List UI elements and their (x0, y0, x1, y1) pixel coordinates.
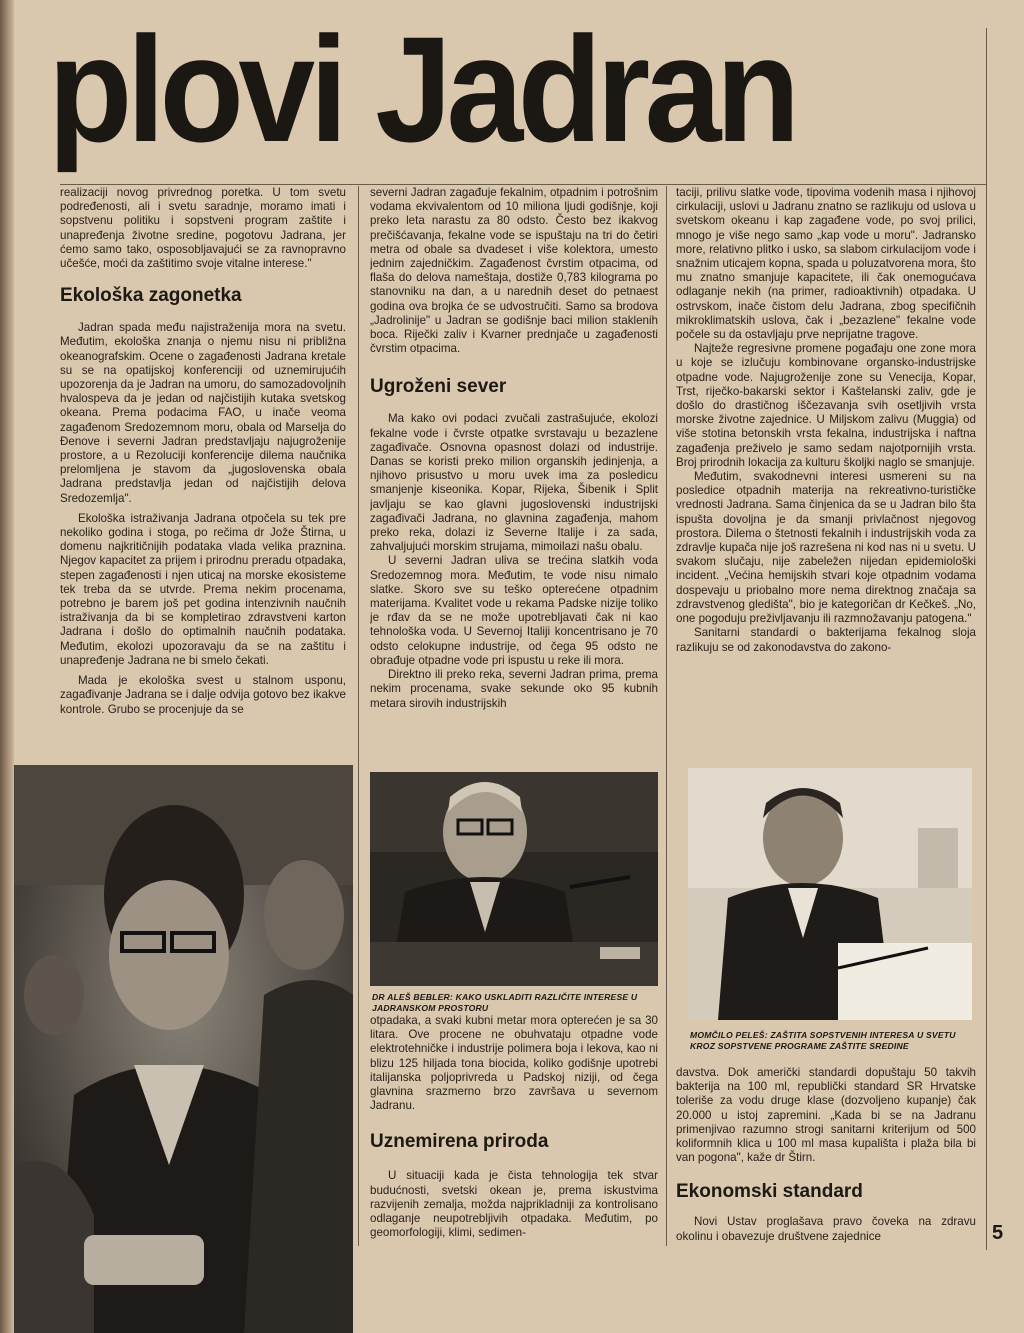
photo-image (370, 772, 658, 986)
photo-image (14, 765, 353, 1333)
column-rule (666, 186, 667, 1246)
paragraph: realizaciji novog privrednog poretka. U tom svetu podređenosti, ali i svetu saradnje, moramo imati i sopstvenu politiku i sopstveni program zaštite i unapređenja životne sredine, pogotovu Jadrana, jer ćemo samo tako, osposobljavajući se za ravnopravno učešće, moći da zaštitimo svoje vitalne interese." (60, 186, 346, 271)
section-heading: Ugroženi sever (370, 376, 507, 398)
column-1 (60, 186, 346, 752)
column-3-lower (676, 1066, 976, 1246)
paragraph: taciji, prilivu slatke vode, tipovima vodenih masa i njihovoj cirkulaciji, uslovi u Jadranu znatno se razlikuju od uslova u svetskom okeanu i kap zagađene vode, po svoj prilici, mnogo je više nego samo „kap vode u moru". Jadransko more, relativno plitko i usko, sa slabom cirkulacijom vode i snažnim uticajem kopna, spada u poluzatvorena mora, što mu znatno smanjuje kapacitete, ili čak onemogućava odlaganje nekih (na primer, radioaktivnih) otpadaka. U ostrvskom, inače čistom delu Jadrana, zbog specifičnih mikroklimatskih uslova, čak i „bezazlene" fekalne vode počele su da ostavljaju prve neprijatne tragove. (676, 186, 976, 342)
photo-momcilo peles (688, 768, 972, 1020)
section-heading: Ekonomski standard (676, 1181, 863, 1203)
photo-ales-bebler (370, 772, 658, 986)
column-2-lower (370, 1014, 658, 1246)
photo-image (688, 768, 972, 1020)
page-binding (0, 0, 14, 1333)
section-heading: Uznemirena priroda (370, 1131, 549, 1153)
paragraph: otpadaka, a svaki kubni metar mora opterećen je sa 30 litara. Ove procene ne obuhvataju otpadne vode elektrotehničke i industrije polimera boja i lekova, kao ni blizu 125 hiljada tona biocida, koliko godišnje upotrebi italijanska poljoprivreda u Padskoj niziji, od čega glavnina srazmerno brzo završava u severnom Jadranu. (370, 1014, 658, 1113)
paragraph: Ma kako ovi podaci zvučali zastrašujuće, ekolozi fekalne vode i čvrste otpatke svrstavaju u bezazlene zagađivače. Osnovna opasnost dolazi od industrije. Danas se koristi preko milion organskih jedinjenja, a njihovo prisustvo u moru uvek ima za posledicu smanjenje kiseonika. Kopar, Rijeka, Šibenik i Split javljaju se kao glavni jugoslovenski industrijski zagađivači Jadrana, no glavnina zagađenja, mahom preko reka, dolazi iz Severne Italije i za sada, zahvaljujući morskim strujama, mimoilazi našu obalu. (370, 412, 658, 554)
paragraph: davstva. Dok američki standardi dopuštaju 50 takvih bakterija na 100 ml, republički standard SR Hrvatske toleriše za vodu druge klase (dozvoljeno kupanje) čak 20.000 u istoj zapremini. „Kada bi se na Jadranu primenjivao razumno strogi sanitarni kriterijum od 500 koliformnih klica u 100 ml masa kupališta i plaža bila bi van pogona", kaže dr Štirn. (676, 1066, 976, 1165)
paragraph: Međutim, svakodnevni interesi usmereni su na posledice otpadnih materija na rekreativno-turističke vrednosti Jadrana. Sama činjenica da se u Jadran bilo šta ispušta dovoljna je da smanji privlačnost njegovog prostora. Dilema o štetnosti fekalnih i industrijskih voda za zdravlje kupača nije još razrešena ni kod nas ni u svetu. U svakom slučaju, nije zabeležen nijedan epidemiološki incident. „Većina hemijskih stvari koje otpadnim vodama dospevaju u priobalno more nema direktnog značaja sa zdravstvenog gledišta", bio je kategoričan dr Kečkeš. „No, one pogoduju preživljavanju ili razmnožavanju patogena." (676, 470, 976, 626)
paragraph: Direktno ili preko reka, severni Jadran prima, prema nekim procenama, svake sekunde oko 95 kubnih metara sirovih industrijskih (370, 668, 658, 710)
paragraph: Novi Ustav proglašava pravo čoveka na zdravu okolinu i obavezuje društvene zajednice (676, 1215, 976, 1243)
paragraph: U severni Jadran uliva se trećina slatkih voda Sredozemnog mora. Međutim, te vode nisu nimalo slatke. Skoro sve su teško opterećene otpadnim materijama. Kvalitet vode u rekama Padske nizije toliko je rđav da se ne može upotrebljavati čak ni kao tehnološka voda. U Severnoj Italiji koncentrisano je 70 odsto celokupne industrije, od čega 95 odsto ne obrađuje otpadne vode pri ispustu u reke ili mora. (370, 554, 658, 667)
paragraph: Ekološka istraživanja Jadrana otpočela su tek pre nekoliko godina i stoga, po rečima dr Jože Štirna, u domenu najkritičnijih podataka vlada velika praznina. Njegov kapacitet za prijem i prirodnu preradu otpadaka, stepen zagađenosti i njen uticaj na morske ekosisteme tek treba da se utvrde. Prema nekim procenama, potrebno je barem još pet godina intenzivnih naučnih istraživanja da bi se kompletirao zdravstveni karton Jadrana i došlo do optimalnih naučnih podataka. Međutim, ekolozi upozoravaju da se na zaštitu i unapređenje Jadrana ne bi smelo čekati. (60, 511, 346, 667)
paragraph: Mada je ekološka svest u stalnom usponu, zagađivanje Jadrana se i dalje odvija gotovo bez ikakve kontrole. Grubo se procenjuje da se (60, 674, 346, 716)
paragraph: Jadran spada među najistraženija mora na svetu. Međutim, ekološka znanja o njemu nisu ni približna okeanografskim. Ocene o zagađenosti Jadrana kretale su se na opatijskoj konferenciji od uznemirujućih upozorenja da je Jadran na umoru, do samozadovoljnih hvalospeva da je jedan od najčistijih kutaka svetskog okeana. Prema podacima FAO, u inače veoma zagađenom Sredozemnom moru, obala od Marselja do Đenove i severni Jadran predstavljaju najugroženije prostore, a u Rezoluciji konferencije dilema naučnika prelomljena je stavom da „jugoslovenska obala Jadrana predstavlja jedan od najčistijih delova Sredozemlja". (60, 321, 346, 505)
paragraph: severni Jadran zagađuje fekalnim, otpadnim i potrošnim vodama ekvivalentom od 10 miliona ljudi godišnje, koji preko leta narastu za 80 odsto. Često bez ikakvog prečišćavanja, fekalne vode se ispuštaju na tri do četiri metra od obale sa dvadeset i više kolektora, umesto jednim zajedničkim. Zagađenost čvrstim otpacima, od flaša do delova nameštaja, dostiže 0,783 kilograma po stanovniku na dan, a u narednih deset do petnaest godina ova brojka će se udvostručiti. Samo sa brodova „Jadrolinije" u Jadran se godišnje baci milion staklenih boca. Riječki zaliv i Kvarner prednjače u zagađenosti čvrstim otpacima. (370, 186, 658, 356)
photo-caption: MOMČILO PELEŠ: ZAŠTITA SOPSTVENIH INTERESA U SVETU KROZ SOPSTVENE PROGRAME ZAŠTITE SREDINE (690, 1030, 956, 1051)
header-rule (60, 184, 986, 185)
section-heading: Ekološka zagonetka (60, 285, 242, 307)
column-2 (370, 186, 658, 752)
column-rule (358, 186, 359, 1246)
photo-conference-attendees (14, 765, 353, 1333)
headline: plovi Jadran (48, 5, 795, 173)
paragraph: Sanitarni standardi o bakterijama fekalnog sloja razlikuju se od zakonodavstva do zakono- (676, 626, 976, 654)
paragraph: U situaciji kada je čista tehnologija tek stvar budućnosti, svetski okean je, prema iskustvima razvijenih zemalja, možda najprikladniji za kontrolisano odlaganje neupotrebljivih otpadaka. Međutim, po geomorfologiji, klimi, sedimen- (370, 1169, 658, 1240)
page-number: 5 (992, 1222, 1004, 1244)
column-3 (676, 186, 976, 752)
photo-caption: DR ALEŠ BEBLER: KAKO USKLADITI RAZLIČITE INTERESE U JADRANSKOM PROSTORU (372, 992, 638, 1013)
column-rule (986, 28, 987, 1250)
paragraph: Najteže regresivne promene pogađaju one zone mora u koje se izlučuju kombinovane organsko-industrijske otpadne vode. Najugroženije zone su Venecija, Kopar, Trst, riječko-bakarski sektor i Kaštelanski zaliv, gde je došlo do drastičnog iščezavanja svih osetljivih vrsta morske životne zajednice. U Miljskom zalivu (Muggia) od više stotina betonskih vrsta fekalna, industrijska i naftna zagađenja preživelo je samo sedam najotpornijih vrsta. Broj prirodnih lokacija za kulturu školjki naglo se smanjuje. (676, 342, 976, 469)
